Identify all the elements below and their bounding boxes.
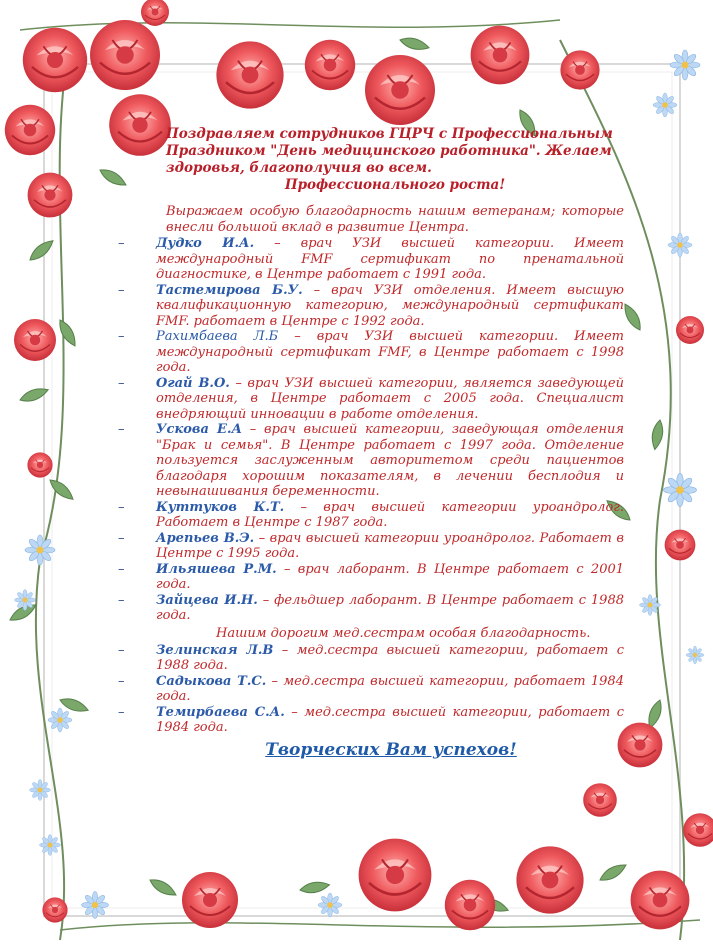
bullet-dash: – [118, 673, 125, 689]
staff-name: Дудко И.А. [156, 236, 255, 251]
nurse-name: Садыкова Т.С. [156, 673, 267, 689]
nurses-list [118, 643, 624, 736]
bullet-dash: – [118, 236, 125, 251]
nurse-description: – мед.сестра высшей категории, работает с 1988 года. [156, 642, 625, 673]
bullet-dash: – [118, 422, 125, 437]
list-item [118, 531, 624, 562]
staff-description: – врач УЗИ высшей категории. Имеет международный сертификат FMF, в Центре работает с 1998 года. [156, 329, 624, 375]
greeting-line-2: Праздником "День медицинского работника". Желаем [166, 143, 612, 159]
nurses-heading: Нашим дорогим мед.сестрам особая благодарность. [216, 625, 591, 641]
list-item [118, 283, 624, 330]
bullet-dash: – [118, 375, 125, 391]
staff-name: Арепьев В.Э. [156, 530, 255, 546]
nurse-description: – мед.сестра высшей категории, работает с 1984 года. [156, 704, 624, 735]
list-item [118, 674, 624, 705]
staff-description: – врач высшей категории, заведующая отделения "Брак и семья". В Центре работает с 1997 года. Отделение пользуется заслуженным авторитетом среди пациентов благодаря хорошим показателям, в лечении бесплодия и невынашивания беременности. [156, 422, 624, 499]
staff-list [118, 236, 624, 624]
staff-name: Куттуков К.Т. [156, 499, 285, 515]
list-item [118, 643, 624, 674]
list-item [118, 329, 624, 376]
list-item [118, 562, 624, 593]
greeting-line-4: Профессионального роста! [284, 177, 506, 193]
nurse-description: – мед.сестра высшей категории, работает 1984 года. [156, 673, 624, 704]
greeting-line-3: здоровья, благополучия во всем. [166, 160, 432, 176]
bullet-dash: – [118, 499, 125, 515]
staff-description: – врач УЗИ высшей категории. Имеет международный FMF сертификат по пренатальной диагностике, в Центре работает с 1991 года. [156, 236, 625, 282]
bullet-dash: – [118, 282, 125, 298]
staff-name: Зайцева И.Н. [156, 592, 258, 608]
bullet-dash: – [118, 530, 125, 546]
closing-wish: Творческих Вам успехов! [265, 739, 517, 760]
bullet-dash: – [118, 642, 125, 658]
veterans-intro: Выражаем особую благодарность нашим ветеранам; которые внесли большой вклад в развитие Центра. [166, 204, 624, 235]
greeting [166, 126, 624, 194]
letter-content [118, 126, 624, 760]
list-item [118, 593, 624, 624]
bullet-dash: – [118, 561, 125, 577]
staff-description: – врач высшей категории уроандролог. Работает в Центре с 1987 года. [156, 499, 624, 530]
bullet-dash: – [118, 704, 125, 720]
staff-description: – врач УЗИ высшей категории, является заведующей отделения, в Центре работает с 2005 года. Специалист внедряющий инновации в работе отделения. [156, 375, 624, 422]
nurse-name: Темирбаева С.А. [156, 704, 285, 720]
bullet-dash: – [118, 329, 125, 344]
staff-description: – врач УЗИ отделения. Имеет высшую квалификационную категорию, международный сертификат FMF. работает в Центре с 1992 года. [156, 282, 624, 329]
staff-description: – фельдшер лаборант. В Центре работает с 1988 года. [156, 592, 624, 623]
bullet-dash: – [118, 592, 125, 608]
staff-name: Ильяшева Р.М. [156, 561, 277, 577]
list-item [118, 500, 624, 531]
list-item [118, 422, 624, 500]
staff-description: – врач высшей категории уроандролог. Работает в Центре с 1995 года. [156, 530, 624, 561]
staff-name: Огай В.О. [156, 375, 230, 391]
staff-name: Рахимбаева Л.Б [156, 329, 279, 344]
nurse-name: Зелинская Л.В [156, 642, 274, 658]
staff-name: Тастемирова Б.У. [156, 282, 303, 298]
list-item [118, 236, 624, 283]
staff-description: – врач лаборант. В Центре работает с 2001 года. [156, 561, 625, 592]
list-item [118, 376, 624, 423]
staff-name: Ускова Е.А [156, 422, 243, 437]
greeting-line-1: Поздравляем сотрудников ГЦРЧ с Профессиональным [166, 126, 613, 142]
list-item [118, 705, 624, 736]
